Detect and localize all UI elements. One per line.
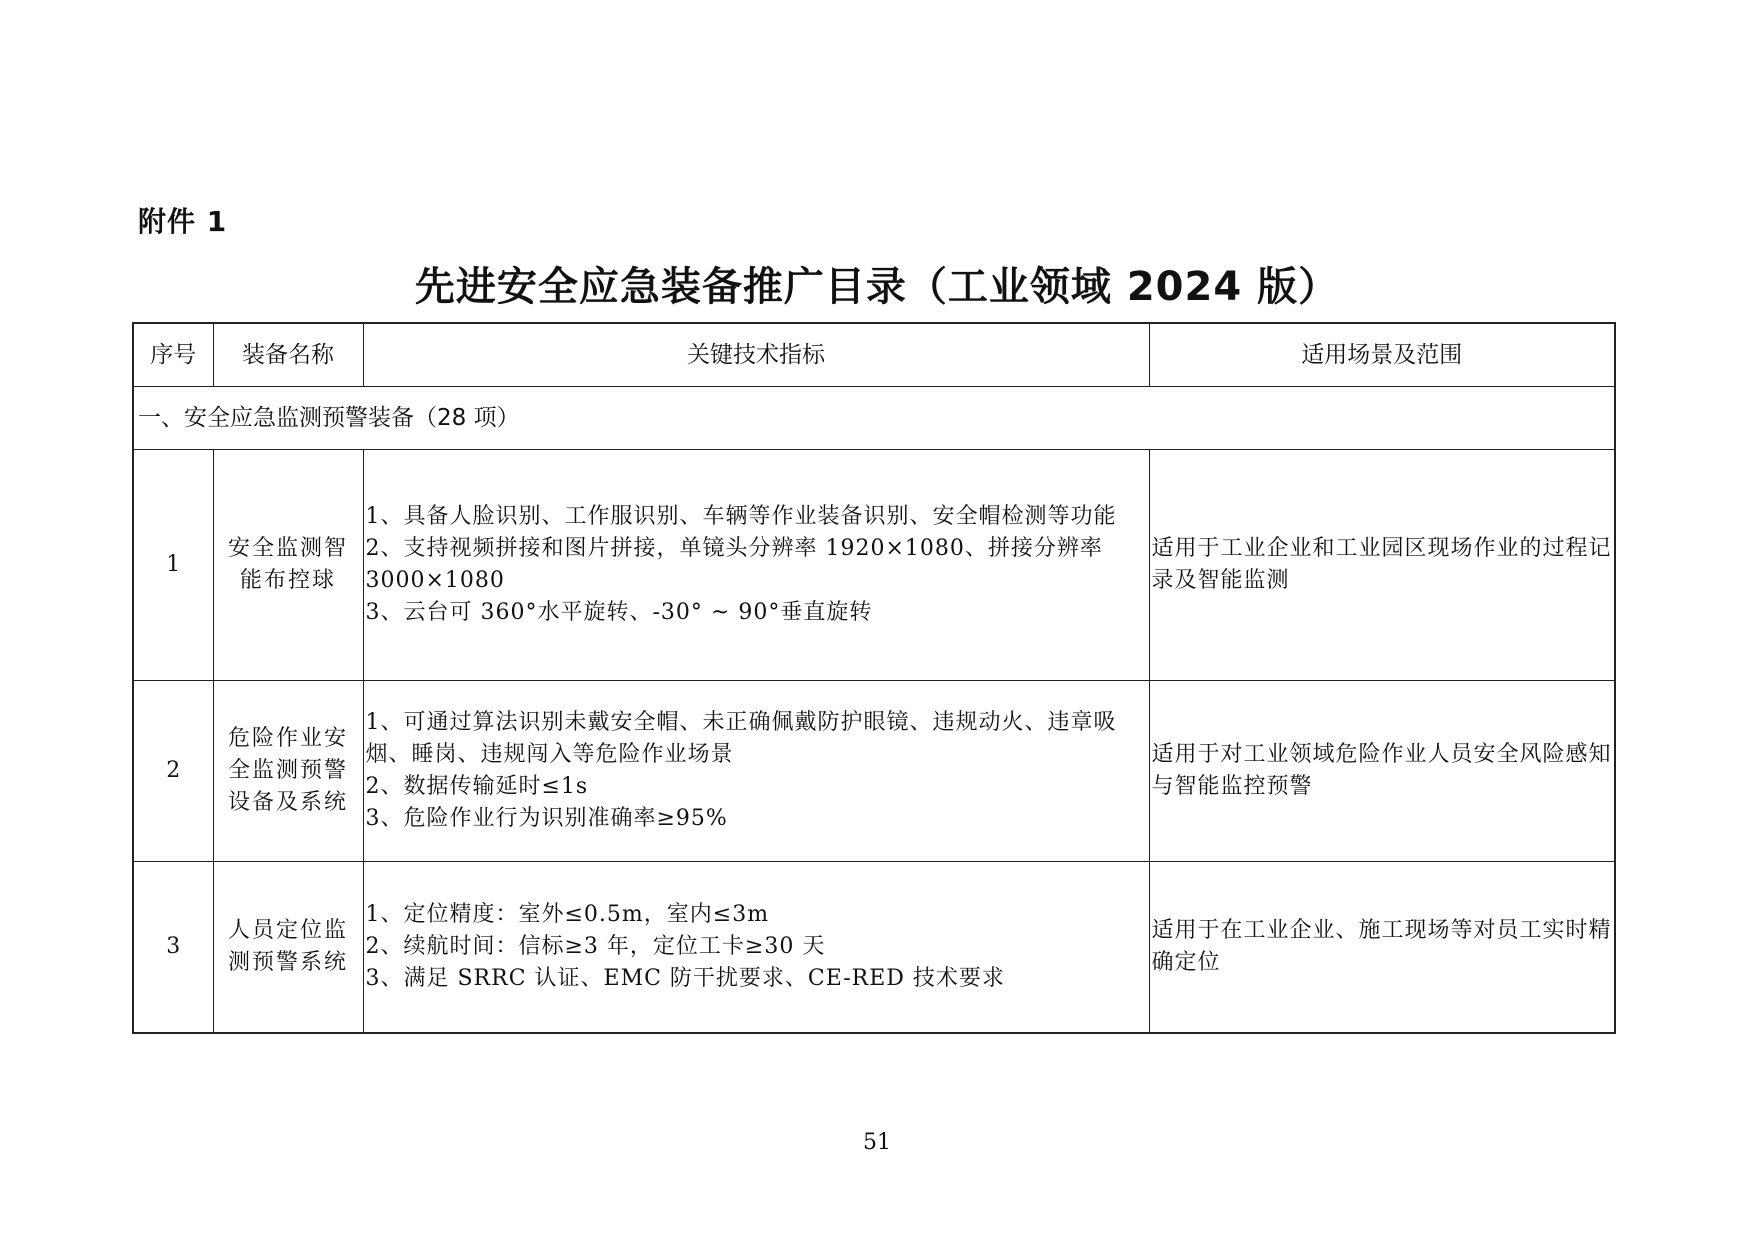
spec-item: 1、具备人脸识别、工作服识别、车辆等作业装备识别、安全帽检测等功能 (365, 504, 1117, 529)
row-number: 1 (133, 450, 213, 681)
column-header-no: 序号 (133, 323, 213, 387)
column-header-specs: 关键技术指标 (363, 323, 1149, 387)
tech-specs (363, 681, 1149, 862)
section-heading: 一、安全应急监测预警装备（28 项） (133, 387, 1615, 450)
table-row (133, 862, 1615, 1034)
equipment-name: 危险作业安全监测预警设备及系统 (213, 681, 363, 862)
spec-item: 2、支持视频拼接和图片拼接，单镜头分辨率 1920×1080、拼接分辨率 3000×1080 (365, 536, 1103, 593)
spec-item: 1、定位精度：室外≤0.5m，室内≤3m (365, 902, 770, 927)
equipment-name: 安全监测智能布控球 (213, 450, 363, 681)
column-header-scope: 适用场景及范围 (1149, 323, 1615, 387)
spec-item: 1、可通过算法识别未戴安全帽、未正确佩戴防护眼镜、违规动火、违章吸烟、睡岗、违规闯入等危险作业场景 (365, 710, 1117, 767)
spec-item: 2、数据传输延时≤1s (365, 774, 589, 799)
equipment-name: 人员定位监测预警系统 (213, 862, 363, 1034)
tech-specs (363, 862, 1149, 1034)
table-header-row (133, 323, 1615, 387)
spec-item: 3、危险作业行为识别准确率≥95% (365, 806, 728, 831)
table-row (133, 450, 1615, 681)
equipment-catalog-table (132, 322, 1616, 1034)
table-row (133, 681, 1615, 862)
row-number: 2 (133, 681, 213, 862)
spec-item: 3、云台可 360°水平旋转、-30° ~ 90°垂直旋转 (365, 600, 873, 625)
column-header-name: 装备名称 (213, 323, 363, 387)
spec-item: 2、续航时间：信标≥3 年，定位工卡≥30 天 (365, 934, 826, 959)
attachment-label: 附件 1 (138, 205, 228, 238)
application-scope: 适用于对工业领域危险作业人员安全风险感知与智能监控预警 (1149, 681, 1615, 862)
section-row (133, 387, 1615, 450)
page-number: 51 (863, 1130, 891, 1155)
row-number: 3 (133, 862, 213, 1034)
application-scope: 适用于在工业企业、施工现场等对员工实时精确定位 (1149, 862, 1615, 1034)
document-title: 先进安全应急装备推广目录（工业领域 2024 版） (414, 264, 1340, 310)
spec-item: 3、满足 SRRC 认证、EMC 防干扰要求、CE-RED 技术要求 (365, 966, 1005, 991)
application-scope: 适用于工业企业和工业园区现场作业的过程记录及智能监测 (1149, 450, 1615, 681)
tech-specs (363, 450, 1149, 681)
